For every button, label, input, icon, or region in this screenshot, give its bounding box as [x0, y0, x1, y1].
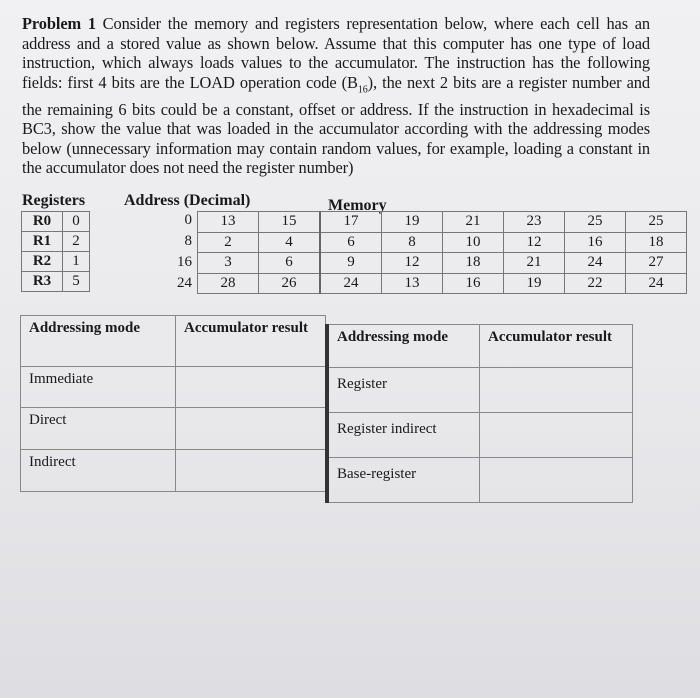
memory-cell: 19	[382, 212, 443, 233]
memory-cell: 25	[565, 212, 626, 233]
register-row	[22, 252, 90, 272]
memory-cell: 16	[565, 232, 626, 253]
memory-cell: 26	[259, 273, 321, 294]
answer-row	[21, 367, 326, 408]
memory-row	[198, 253, 687, 274]
answer-row	[21, 450, 326, 492]
addressing-mode-label: Immediate	[21, 367, 176, 408]
accumulator-result-cell[interactable]	[176, 367, 326, 408]
memory-cell: 4	[259, 232, 321, 253]
memory-cell: 23	[504, 212, 565, 233]
answer-table-left	[20, 315, 326, 492]
memory-cell: 12	[382, 253, 443, 274]
answer-row	[327, 368, 633, 413]
problem-label: Problem 1	[22, 14, 96, 33]
memory-cell: 18	[443, 253, 504, 274]
problem-statement	[22, 14, 650, 178]
memory-heading: Memory	[328, 197, 387, 214]
addressing-mode-label: Register	[327, 368, 480, 413]
memory-cell: 21	[443, 212, 504, 233]
answer-header-row	[327, 325, 633, 368]
address-heading: Address (Decimal)	[124, 192, 251, 209]
registers-heading: Registers	[22, 192, 86, 209]
accumulator-result-header: Accumulator result	[480, 325, 633, 368]
register-value: 2	[63, 232, 90, 252]
memory-cell: 17	[320, 212, 382, 233]
address-label: 24	[177, 275, 192, 291]
memory-cell: 28	[198, 273, 259, 294]
accumulator-result-cell[interactable]	[480, 413, 633, 458]
memory-cell: 18	[626, 232, 687, 253]
answer-row	[327, 458, 633, 503]
memory-cell: 9	[320, 253, 382, 274]
accumulator-result-cell[interactable]	[176, 408, 326, 450]
memory-cell: 24	[565, 253, 626, 274]
memory-cell: 3	[198, 253, 259, 274]
register-name: R1	[22, 232, 63, 252]
answer-table-right	[325, 324, 633, 503]
address-label: 16	[177, 254, 192, 270]
register-name: R2	[22, 252, 63, 272]
accumulator-result-cell[interactable]	[176, 450, 326, 492]
memory-row	[198, 212, 687, 233]
memory-table	[197, 211, 687, 294]
memory-cell: 13	[382, 273, 443, 294]
memory-cell: 2	[198, 232, 259, 253]
memory-row	[198, 232, 687, 253]
register-name: R0	[22, 212, 63, 232]
address-label: 8	[184, 233, 192, 249]
accumulator-result-cell[interactable]	[480, 368, 633, 413]
addressing-mode-label: Base-register	[327, 458, 480, 503]
answer-header-row	[21, 316, 326, 367]
accumulator-result-cell[interactable]	[480, 458, 633, 503]
memory-cell: 10	[443, 232, 504, 253]
memory-cell: 25	[626, 212, 687, 233]
register-value: 1	[63, 252, 90, 272]
register-row	[22, 212, 90, 232]
accumulator-result-header: Accumulator result	[176, 316, 326, 367]
memory-cell: 15	[259, 212, 321, 233]
register-name: R3	[22, 272, 63, 292]
addressing-mode-label: Register indirect	[327, 413, 480, 458]
memory-cell: 24	[626, 273, 687, 294]
addressing-mode-header: Addressing mode	[327, 325, 480, 368]
memory-row	[198, 273, 687, 294]
answer-row	[21, 408, 326, 450]
memory-cell: 16	[443, 273, 504, 294]
memory-cell: 22	[565, 273, 626, 294]
register-value: 5	[63, 272, 90, 292]
memory-cell: 6	[259, 253, 321, 274]
memory-cell: 8	[382, 232, 443, 253]
memory-cell: 19	[504, 273, 565, 294]
hex-subscript: 16	[357, 84, 368, 96]
registers-table	[21, 211, 90, 292]
memory-cell: 21	[504, 253, 565, 274]
address-label: 0	[184, 212, 192, 228]
register-row	[22, 232, 90, 252]
answer-row	[327, 413, 633, 458]
problem-text-part1: Consider the memory and registers representation below, where each cell has an address and a stored value as shown below. Assume that this computer has one type of load instruction, which always loads values to the accumulator. The instruction has the following fields: first 4 bits are the LOAD operation code (B	[22, 14, 650, 92]
addressing-mode-header: Addressing mode	[21, 316, 176, 367]
addressing-mode-label: Direct	[21, 408, 176, 450]
problem-text-part2: ), the next 2 bits are a register number and the remaining 6 bits could be a constant, offset or address. If the instruction in hexadecimal is BC3, show the value that was loaded in the accumulator according with the addressing modes below (unnecessary information may contain random values, for example, loading a constant in the accumulator does not need the register number)	[22, 72, 651, 178]
memory-cell: 13	[198, 212, 259, 233]
memory-cell: 12	[504, 232, 565, 253]
memory-cell: 27	[626, 253, 687, 274]
register-value: 0	[63, 212, 90, 232]
memory-cell: 24	[320, 273, 382, 294]
addressing-mode-label: Indirect	[21, 450, 176, 492]
register-row	[22, 272, 90, 292]
memory-cell: 6	[320, 232, 382, 253]
